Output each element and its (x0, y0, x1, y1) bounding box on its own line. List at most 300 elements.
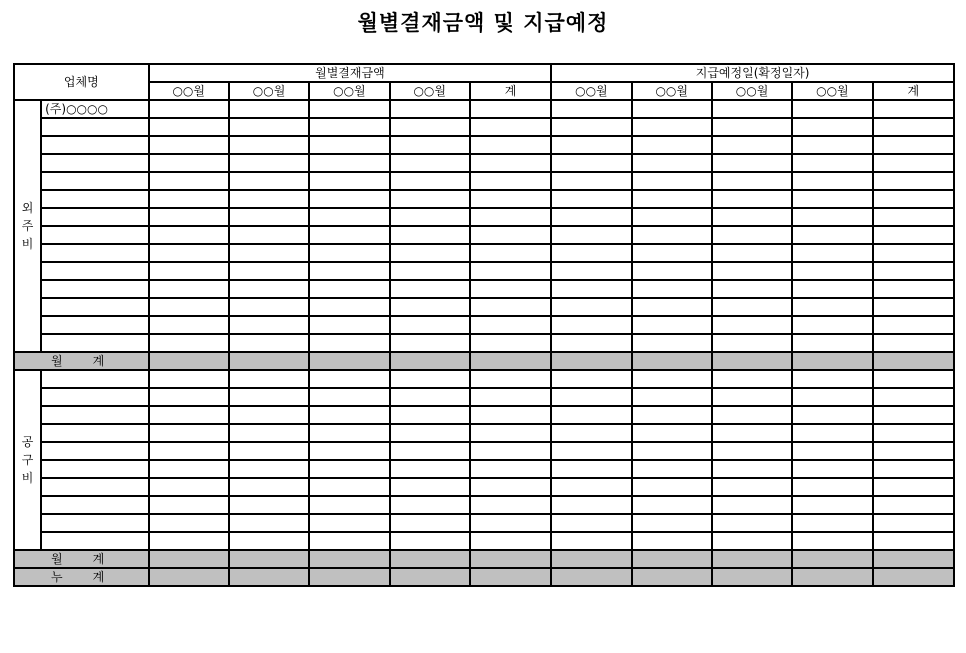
amount-cell[interactable] (309, 406, 389, 424)
amount-cell[interactable] (390, 118, 470, 136)
amount-cell[interactable] (632, 532, 712, 550)
amount-cell[interactable] (551, 316, 631, 334)
amount-cell[interactable] (873, 424, 954, 442)
company-cell[interactable] (41, 154, 148, 172)
amount-cell[interactable] (551, 100, 631, 118)
amount-cell[interactable] (149, 532, 229, 550)
amount-cell[interactable] (873, 280, 954, 298)
amount-cell[interactable] (792, 424, 872, 442)
amount-cell[interactable] (712, 424, 792, 442)
amount-cell[interactable] (632, 154, 712, 172)
amount-cell[interactable] (309, 478, 389, 496)
amount-cell[interactable] (309, 568, 389, 586)
amount-cell[interactable] (551, 442, 631, 460)
amount-cell[interactable] (309, 514, 389, 532)
amount-cell[interactable] (470, 316, 551, 334)
amount-cell[interactable] (712, 226, 792, 244)
company-cell[interactable] (41, 208, 148, 226)
amount-cell[interactable] (149, 370, 229, 388)
amount-cell[interactable] (792, 514, 872, 532)
amount-cell[interactable] (792, 478, 872, 496)
amount-cell[interactable] (390, 496, 470, 514)
amount-cell[interactable] (309, 244, 389, 262)
amount-cell[interactable] (309, 190, 389, 208)
amount-cell[interactable] (792, 298, 872, 316)
company-cell[interactable] (41, 478, 148, 496)
amount-cell[interactable] (149, 460, 229, 478)
amount-cell[interactable] (873, 406, 954, 424)
amount-cell[interactable] (873, 460, 954, 478)
amount-cell[interactable] (551, 478, 631, 496)
amount-cell[interactable] (712, 496, 792, 514)
amount-cell[interactable] (390, 406, 470, 424)
amount-cell[interactable] (712, 118, 792, 136)
amount-cell[interactable] (873, 190, 954, 208)
amount-cell[interactable] (632, 100, 712, 118)
amount-cell[interactable] (390, 568, 470, 586)
amount-cell[interactable] (229, 550, 309, 568)
amount-cell[interactable] (792, 172, 872, 190)
amount-cell[interactable] (309, 370, 389, 388)
amount-cell[interactable] (390, 316, 470, 334)
amount-cell[interactable] (792, 136, 872, 154)
amount-cell[interactable] (390, 442, 470, 460)
amount-cell[interactable] (792, 406, 872, 424)
amount-cell[interactable] (149, 262, 229, 280)
amount-cell[interactable] (792, 208, 872, 226)
amount-cell[interactable] (229, 172, 309, 190)
amount-cell[interactable] (632, 262, 712, 280)
amount-cell[interactable] (309, 334, 389, 352)
amount-cell[interactable] (390, 280, 470, 298)
amount-cell[interactable] (390, 298, 470, 316)
company-cell[interactable] (41, 334, 148, 352)
amount-cell[interactable] (551, 460, 631, 478)
amount-cell[interactable] (632, 316, 712, 334)
amount-cell[interactable] (712, 460, 792, 478)
amount-cell[interactable] (873, 352, 954, 370)
amount-cell[interactable] (873, 334, 954, 352)
amount-cell[interactable] (149, 442, 229, 460)
amount-cell[interactable] (309, 136, 389, 154)
amount-cell[interactable] (229, 118, 309, 136)
amount-cell[interactable] (470, 136, 551, 154)
company-cell[interactable] (41, 442, 148, 460)
amount-cell[interactable] (390, 532, 470, 550)
amount-cell[interactable] (551, 334, 631, 352)
company-cell[interactable] (41, 388, 148, 406)
amount-cell[interactable] (632, 136, 712, 154)
company-cell[interactable] (41, 532, 148, 550)
amount-cell[interactable] (229, 352, 309, 370)
amount-cell[interactable] (229, 460, 309, 478)
amount-cell[interactable] (229, 406, 309, 424)
amount-cell[interactable] (229, 568, 309, 586)
amount-cell[interactable] (632, 190, 712, 208)
amount-cell[interactable] (712, 280, 792, 298)
amount-cell[interactable] (390, 478, 470, 496)
amount-cell[interactable] (632, 208, 712, 226)
amount-cell[interactable] (632, 280, 712, 298)
amount-cell[interactable] (390, 370, 470, 388)
amount-cell[interactable] (873, 568, 954, 586)
amount-cell[interactable] (551, 496, 631, 514)
amount-cell[interactable] (470, 352, 551, 370)
amount-cell[interactable] (470, 550, 551, 568)
amount-cell[interactable] (470, 442, 551, 460)
amount-cell[interactable] (873, 550, 954, 568)
table-row (14, 370, 954, 388)
amount-cell[interactable] (229, 136, 309, 154)
amount-cell[interactable] (149, 136, 229, 154)
amount-cell[interactable] (470, 388, 551, 406)
amount-cell[interactable] (712, 406, 792, 424)
amount-cell[interactable] (309, 100, 389, 118)
amount-cell[interactable] (792, 370, 872, 388)
amount-cell[interactable] (309, 262, 389, 280)
amount-cell[interactable] (792, 316, 872, 334)
amount-cell[interactable] (873, 208, 954, 226)
amount-cell[interactable] (551, 118, 631, 136)
amount-cell[interactable] (712, 316, 792, 334)
amount-cell[interactable] (551, 298, 631, 316)
amount-cell[interactable] (792, 460, 872, 478)
amount-cell[interactable] (470, 280, 551, 298)
amount-cell[interactable] (551, 226, 631, 244)
amount-cell[interactable] (470, 208, 551, 226)
amount-cell[interactable] (551, 208, 631, 226)
amount-cell[interactable] (792, 100, 872, 118)
amount-cell[interactable] (792, 352, 872, 370)
amount-cell[interactable] (149, 118, 229, 136)
amount-cell[interactable] (149, 424, 229, 442)
amount-cell[interactable] (792, 226, 872, 244)
amount-cell[interactable] (309, 280, 389, 298)
amount-cell[interactable] (551, 406, 631, 424)
amount-cell[interactable] (873, 244, 954, 262)
amount-cell[interactable] (632, 388, 712, 406)
amount-cell[interactable] (470, 154, 551, 172)
amount-cell[interactable] (551, 388, 631, 406)
amount-cell[interactable] (470, 478, 551, 496)
amount-cell[interactable] (551, 280, 631, 298)
amount-cell[interactable] (390, 550, 470, 568)
amount-cell[interactable] (873, 226, 954, 244)
amount-cell[interactable] (551, 352, 631, 370)
amount-cell[interactable] (632, 424, 712, 442)
amount-cell[interactable] (390, 100, 470, 118)
amount-cell[interactable] (229, 514, 309, 532)
amount-cell[interactable] (873, 100, 954, 118)
amount-cell[interactable] (712, 478, 792, 496)
amount-cell[interactable] (149, 334, 229, 352)
amount-cell[interactable] (792, 190, 872, 208)
amount-cell[interactable] (873, 532, 954, 550)
amount-cell[interactable] (149, 154, 229, 172)
amount-cell[interactable] (309, 532, 389, 550)
amount-cell[interactable] (229, 532, 309, 550)
amount-cell[interactable] (470, 424, 551, 442)
amount-cell[interactable] (229, 424, 309, 442)
amount-cell[interactable] (873, 118, 954, 136)
amount-cell[interactable] (792, 532, 872, 550)
amount-cell[interactable] (551, 154, 631, 172)
amount-cell[interactable] (551, 568, 631, 586)
amount-cell[interactable] (149, 514, 229, 532)
amount-cell[interactable] (229, 244, 309, 262)
amount-cell[interactable] (712, 244, 792, 262)
amount-cell[interactable] (551, 244, 631, 262)
table-row (14, 136, 954, 154)
amount-cell[interactable] (149, 406, 229, 424)
amount-cell[interactable] (390, 154, 470, 172)
company-cell[interactable] (41, 244, 148, 262)
amount-cell[interactable] (470, 100, 551, 118)
amount-cell[interactable] (390, 226, 470, 244)
amount-cell[interactable] (792, 244, 872, 262)
amount-cell[interactable] (229, 370, 309, 388)
amount-cell[interactable] (873, 262, 954, 280)
amount-cell[interactable] (712, 298, 792, 316)
amount-cell[interactable] (149, 100, 229, 118)
amount-cell[interactable] (309, 172, 389, 190)
amount-cell[interactable] (149, 172, 229, 190)
amount-cell[interactable] (712, 352, 792, 370)
amount-cell[interactable] (712, 370, 792, 388)
amount-cell[interactable] (712, 334, 792, 352)
amount-cell[interactable] (229, 478, 309, 496)
amount-cell[interactable] (470, 244, 551, 262)
amount-cell[interactable] (229, 442, 309, 460)
amount-cell[interactable] (149, 208, 229, 226)
monthly-month-header: ○○월 (390, 82, 470, 100)
amount-cell[interactable] (309, 460, 389, 478)
amount-cell[interactable] (390, 172, 470, 190)
company-cell[interactable] (41, 118, 148, 136)
amount-cell[interactable] (792, 280, 872, 298)
amount-cell[interactable] (792, 550, 872, 568)
amount-cell[interactable] (792, 388, 872, 406)
amount-cell[interactable] (632, 226, 712, 244)
amount-cell[interactable] (229, 298, 309, 316)
amount-cell[interactable] (792, 442, 872, 460)
company-cell[interactable] (41, 460, 148, 478)
amount-cell[interactable] (390, 262, 470, 280)
amount-cell[interactable] (309, 118, 389, 136)
amount-cell[interactable] (470, 190, 551, 208)
amount-cell[interactable] (309, 442, 389, 460)
amount-cell[interactable] (792, 118, 872, 136)
amount-cell[interactable] (712, 100, 792, 118)
amount-cell[interactable] (551, 550, 631, 568)
amount-cell[interactable] (632, 460, 712, 478)
amount-cell[interactable] (309, 154, 389, 172)
company-cell[interactable] (41, 370, 148, 388)
amount-cell[interactable] (632, 496, 712, 514)
company-cell[interactable] (41, 190, 148, 208)
amount-cell[interactable] (551, 190, 631, 208)
amount-cell[interactable] (309, 550, 389, 568)
amount-cell[interactable] (873, 316, 954, 334)
company-cell[interactable] (41, 262, 148, 280)
amount-cell[interactable] (390, 244, 470, 262)
amount-cell[interactable] (712, 514, 792, 532)
amount-cell[interactable] (470, 514, 551, 532)
amount-cell[interactable] (470, 496, 551, 514)
monthly-total-row-label (14, 550, 149, 568)
amount-cell[interactable] (149, 226, 229, 244)
amount-cell[interactable] (309, 208, 389, 226)
amount-cell[interactable] (632, 442, 712, 460)
amount-cell[interactable] (149, 280, 229, 298)
amount-cell[interactable] (470, 406, 551, 424)
amount-cell[interactable] (873, 172, 954, 190)
amount-cell[interactable] (551, 136, 631, 154)
amount-cell[interactable] (873, 388, 954, 406)
amount-cell[interactable] (712, 388, 792, 406)
amount-cell[interactable] (390, 424, 470, 442)
amount-cell[interactable] (390, 352, 470, 370)
amount-cell[interactable] (149, 496, 229, 514)
amount-cell[interactable] (470, 460, 551, 478)
amount-cell[interactable] (712, 208, 792, 226)
amount-cell[interactable] (632, 568, 712, 586)
amount-cell[interactable] (873, 514, 954, 532)
amount-cell[interactable] (149, 298, 229, 316)
amount-cell[interactable] (470, 568, 551, 586)
company-cell[interactable] (41, 280, 148, 298)
amount-cell[interactable] (873, 496, 954, 514)
amount-cell[interactable] (309, 496, 389, 514)
amount-cell[interactable] (309, 388, 389, 406)
amount-cell[interactable] (470, 226, 551, 244)
amount-cell[interactable] (470, 172, 551, 190)
amount-cell[interactable] (632, 334, 712, 352)
amount-cell[interactable] (632, 406, 712, 424)
amount-cell[interactable] (632, 370, 712, 388)
amount-cell[interactable] (712, 154, 792, 172)
amount-cell[interactable] (792, 154, 872, 172)
amount-cell[interactable] (470, 370, 551, 388)
amount-cell[interactable] (309, 352, 389, 370)
amount-cell[interactable] (470, 532, 551, 550)
amount-cell[interactable] (229, 388, 309, 406)
amount-cell[interactable] (390, 514, 470, 532)
amount-cell[interactable] (149, 316, 229, 334)
amount-cell[interactable] (551, 262, 631, 280)
amount-cell[interactable] (390, 334, 470, 352)
section-label-char: 주 (21, 219, 34, 233)
amount-cell[interactable] (632, 298, 712, 316)
amount-cell[interactable] (632, 478, 712, 496)
amount-cell[interactable] (229, 316, 309, 334)
company-cell[interactable] (41, 496, 148, 514)
amount-cell[interactable] (551, 514, 631, 532)
amount-cell[interactable] (149, 478, 229, 496)
amount-cell[interactable] (470, 334, 551, 352)
amount-cell[interactable] (309, 424, 389, 442)
amount-cell[interactable] (632, 550, 712, 568)
cumulative-total-row-label (14, 568, 149, 586)
amount-cell[interactable] (632, 118, 712, 136)
amount-cell[interactable] (792, 262, 872, 280)
amount-cell[interactable] (632, 352, 712, 370)
amount-cell[interactable] (470, 298, 551, 316)
amount-cell[interactable] (551, 370, 631, 388)
amount-cell[interactable] (149, 550, 229, 568)
amount-cell[interactable] (712, 442, 792, 460)
amount-cell[interactable] (470, 118, 551, 136)
amount-cell[interactable] (229, 100, 309, 118)
amount-cell[interactable] (149, 388, 229, 406)
amount-cell[interactable] (873, 298, 954, 316)
amount-cell[interactable] (632, 172, 712, 190)
company-cell[interactable]: (주)○○○○ (41, 100, 148, 118)
amount-cell[interactable] (149, 352, 229, 370)
amount-cell[interactable] (873, 370, 954, 388)
amount-cell[interactable] (390, 136, 470, 154)
amount-cell[interactable] (551, 172, 631, 190)
amount-cell[interactable] (229, 208, 309, 226)
amount-cell[interactable] (873, 136, 954, 154)
amount-cell[interactable] (712, 568, 792, 586)
amount-cell[interactable] (632, 514, 712, 532)
amount-cell[interactable] (309, 316, 389, 334)
amount-cell[interactable] (229, 226, 309, 244)
amount-cell[interactable] (149, 568, 229, 586)
amount-cell[interactable] (390, 190, 470, 208)
amount-cell[interactable] (792, 568, 872, 586)
company-cell[interactable] (41, 514, 148, 532)
company-cell[interactable] (41, 136, 148, 154)
amount-cell[interactable] (712, 172, 792, 190)
amount-cell[interactable] (390, 388, 470, 406)
amount-cell[interactable] (229, 190, 309, 208)
amount-cell[interactable] (792, 496, 872, 514)
amount-cell[interactable] (390, 460, 470, 478)
amount-cell[interactable] (309, 226, 389, 244)
amount-cell[interactable] (873, 478, 954, 496)
company-cell[interactable] (41, 406, 148, 424)
amount-cell[interactable] (229, 334, 309, 352)
amount-cell[interactable] (712, 550, 792, 568)
amount-cell[interactable] (149, 190, 229, 208)
amount-cell[interactable] (712, 262, 792, 280)
amount-cell[interactable] (229, 262, 309, 280)
amount-cell[interactable] (390, 208, 470, 226)
amount-cell[interactable] (229, 280, 309, 298)
amount-cell[interactable] (149, 244, 229, 262)
amount-cell[interactable] (551, 532, 631, 550)
company-cell[interactable] (41, 316, 148, 334)
amount-cell[interactable] (309, 298, 389, 316)
amount-cell[interactable] (712, 532, 792, 550)
amount-cell[interactable] (551, 424, 631, 442)
company-cell[interactable] (41, 226, 148, 244)
company-cell[interactable] (41, 172, 148, 190)
amount-cell[interactable] (632, 244, 712, 262)
amount-cell[interactable] (873, 442, 954, 460)
amount-cell[interactable] (470, 262, 551, 280)
amount-cell[interactable] (712, 136, 792, 154)
amount-cell[interactable] (229, 154, 309, 172)
amount-cell[interactable] (712, 190, 792, 208)
amount-cell[interactable] (792, 334, 872, 352)
company-cell[interactable] (41, 298, 148, 316)
amount-cell[interactable] (229, 496, 309, 514)
company-cell[interactable] (41, 424, 148, 442)
amount-cell[interactable] (873, 154, 954, 172)
